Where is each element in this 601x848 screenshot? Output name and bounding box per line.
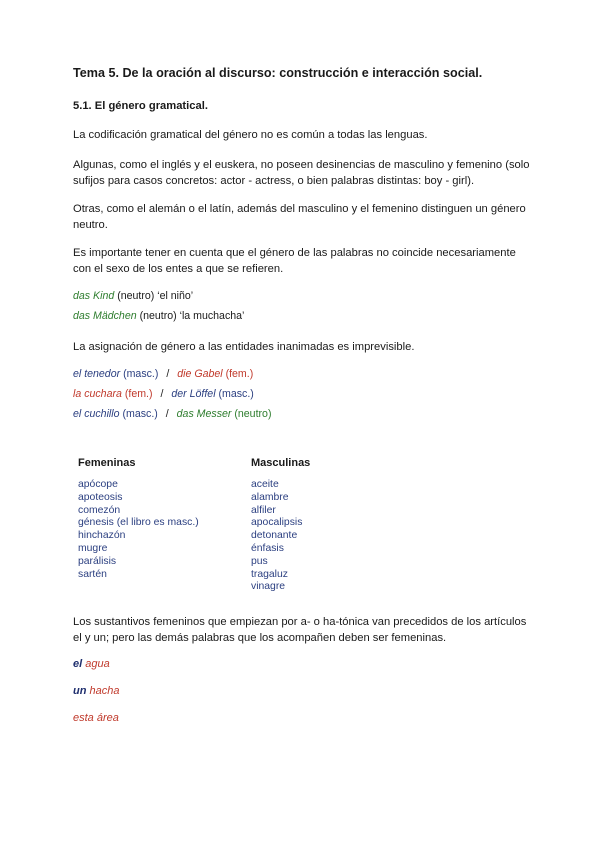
german-example-1 <box>73 290 193 302</box>
spanish-word: el tenedor <box>73 368 121 380</box>
spanish-gender: (fem.) <box>124 388 153 400</box>
paragraph-4: Es importante tener en cuenta que el género de las palabras no coincide necesariamente con el sexo de los entes a que se refieren. <box>73 247 516 275</box>
paragraph-3: Otras, como el alemán o el latín, además del masculino y el femenino distinguen un género neutro. <box>73 203 526 231</box>
masculinas-list <box>251 479 302 594</box>
noun: hacha <box>89 685 120 697</box>
femeninas-list <box>78 479 199 581</box>
spanish-gender: (masc.) <box>123 368 159 380</box>
list-item: parálisis <box>78 555 117 567</box>
list-item: génesis (el libro es masc.) <box>78 517 199 529</box>
list-item: tragaluz <box>251 568 288 580</box>
list-item: mugre <box>78 542 108 554</box>
list-item: sartén <box>78 568 107 580</box>
page-title: Tema 5. De la oración al discurso: construcción e interacción social. <box>73 66 483 80</box>
final-example-3 <box>73 712 119 724</box>
list-item: comezón <box>78 504 121 516</box>
german-gloss: (neutro) ‘el niño’ <box>117 290 194 302</box>
list-item: énfasis <box>251 542 284 554</box>
list-item: hinchazón <box>78 530 126 542</box>
final-example-2 <box>73 685 120 697</box>
list-item: apocalipsis <box>251 517 303 529</box>
section-title: 5.1. El género gramatical. <box>73 100 208 112</box>
final-example-1 <box>73 658 110 670</box>
german-word: das Mädchen <box>73 310 137 322</box>
article: un <box>73 685 87 697</box>
list-item: apócope <box>78 479 118 490</box>
list-item: aceite <box>251 479 279 490</box>
german-word: das Messer <box>176 408 232 420</box>
german-word: das Kind <box>73 290 115 302</box>
spanish-word: la cuchara <box>73 388 122 400</box>
paragraph-1: La codificación gramatical del género no es común a todas las lenguas. <box>73 129 428 141</box>
gender-example-2 <box>73 388 254 400</box>
paragraph-2: Algunas, como el inglés y el euskera, no poseen desinencias de masculino y femenino (solo sufijos para casos concretos: actor - actress, o bien palabras distintas: boy - girl). <box>73 159 530 187</box>
list-item: pus <box>251 555 268 567</box>
german-gender: (neutro) <box>234 408 272 420</box>
gender-example-3 <box>73 408 271 420</box>
noun: agua <box>85 658 110 670</box>
list-item: detonante <box>251 530 298 542</box>
german-word: die Gabel <box>177 368 223 380</box>
list-item: alambre <box>251 491 289 503</box>
german-word: der Löffel <box>171 388 216 400</box>
list-item: apoteosis <box>78 491 123 503</box>
paragraph-6: Los sustantivos femeninos que empiezan por a- o ha-tónica van precedidos de los artículos el y un; pero las demás palabras que los acompañen deben ser femeninas. <box>73 616 527 644</box>
spanish-word: el cuchillo <box>73 408 120 420</box>
list-item: vinagre <box>251 581 286 593</box>
german-gender: (masc.) <box>218 388 254 400</box>
separator: / <box>160 388 164 400</box>
german-gender: (fem.) <box>225 368 254 380</box>
spanish-gender: (masc.) <box>122 408 158 420</box>
list-item: alfiler <box>251 504 276 516</box>
paragraph-5: La asignación de género a las entidades inanimadas es imprevisible. <box>73 341 415 353</box>
noun: esta área <box>73 712 119 724</box>
separator: / <box>165 408 169 420</box>
masculinas-header: Masculinas <box>251 457 311 469</box>
german-gloss: (neutro) ‘la muchacha’ <box>139 310 245 322</box>
separator: / <box>166 368 170 380</box>
article: el <box>73 658 83 670</box>
femeninas-header: Femeninas <box>78 457 136 469</box>
gender-example-1 <box>73 368 253 380</box>
german-example-2 <box>73 310 244 322</box>
